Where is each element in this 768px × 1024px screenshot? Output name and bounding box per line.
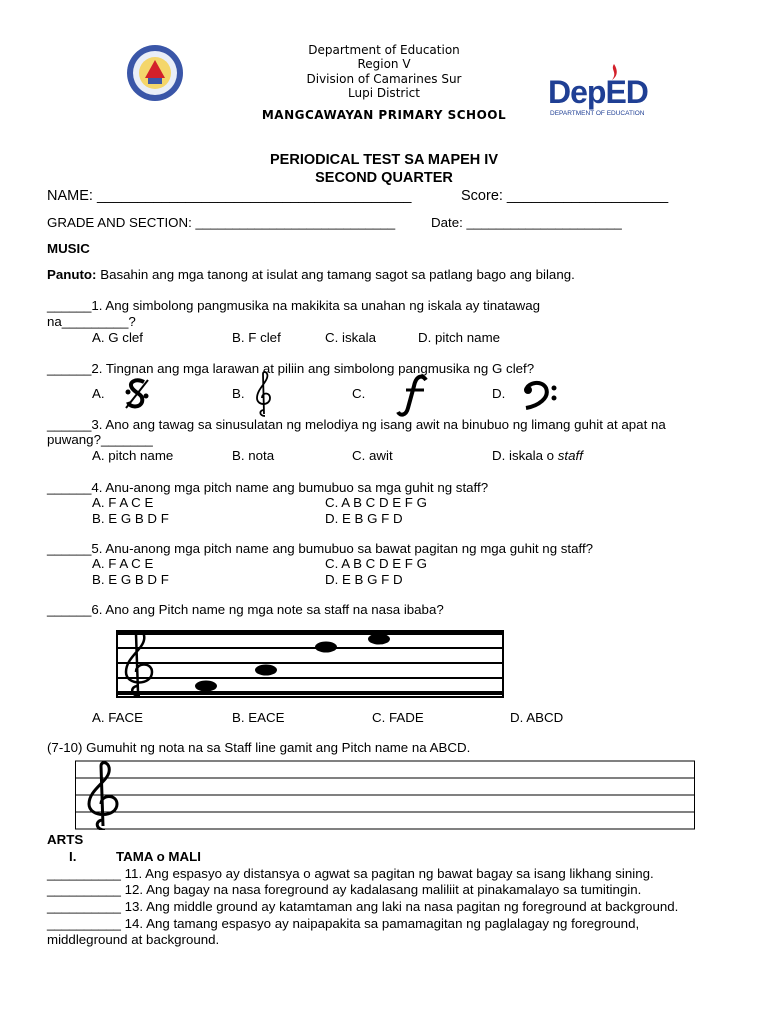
treble-clef-icon [89, 763, 117, 830]
question-13: __________ 13. Ang middle ground ay katamtaman ang laki na nasa pagitan ng foreground at background. [47, 899, 679, 914]
question-11: __________ 11. Ang espasyo ay distansya o agwat sa pagitan ng bawat bagay sa isang likhang sining. [47, 866, 654, 881]
q2-choice-d: D. [492, 386, 506, 401]
q1-choice-b: B. F clef [232, 330, 281, 345]
deped-seal-icon [126, 44, 184, 102]
header-district: Lupi District [348, 86, 420, 100]
q5-choice-a: A. F A C E [92, 556, 154, 571]
school-name: MANGCAWAYAN PRIMARY SCHOOL [261, 108, 507, 122]
note-2 [255, 665, 277, 676]
q4-choice-b: B. E G B D F [92, 511, 169, 526]
forte-icon [396, 374, 436, 418]
segno-icon [122, 376, 152, 412]
deped-logo-subtitle: DEPARTMENT OF EDUCATION [550, 110, 645, 117]
q6-choice-b: B. EACE [232, 710, 285, 725]
question-14-continued: middleground at background. [47, 932, 220, 947]
deped-logo [548, 62, 662, 122]
q5-choice-c: C. A B C D E F G [325, 556, 427, 571]
q6-choice-d: D. ABCD [510, 710, 564, 725]
note-1 [195, 681, 217, 692]
name-field[interactable]: NAME: _______________________________________ [47, 188, 412, 204]
q7-10-answer-staff[interactable] [75, 760, 695, 830]
q5-choice-d: D. E B G F D [325, 572, 403, 587]
q6-choice-a: A. FACE [92, 710, 143, 725]
header-region: Region V [357, 57, 411, 71]
header-division: Division of Camarines Sur [306, 72, 462, 86]
q2-choice-c: C. [352, 386, 366, 401]
q4-choice-c: C. A B C D E F G [325, 495, 427, 510]
header-department: Department of Education [308, 43, 460, 57]
date-field[interactable]: Date: _____________________ [431, 215, 622, 230]
deped-logo-text: DepED [548, 74, 648, 110]
question-4: ______4. Anu-anong mga pitch name ang bumubuo sa mga guhit ng staff? [47, 480, 489, 495]
q5-choice-b: B. E G B D F [92, 572, 169, 587]
grade-section-field[interactable]: GRADE AND SECTION: ___________________________ [47, 215, 396, 230]
question-14: __________ 14. Ang tamang espasyo ay naipapakita sa pamamagitan ng paglalagay ng foreground, [47, 916, 640, 931]
question-3-blank: puwang?_______ [47, 432, 153, 447]
music-heading: MUSIC [47, 241, 90, 256]
note-4 [368, 634, 390, 645]
arts-section-title: TAMA o MALI [116, 849, 201, 864]
q1-choice-c: C. iskala [325, 330, 376, 345]
q6-staff-with-notes [116, 630, 504, 698]
test-title: PERIODICAL TEST SA MAPEH IV [270, 152, 498, 168]
q3-choice-d: D. iskala o staff [492, 448, 583, 463]
question-2: ______2. Tingnan ang mga larawan at piliin ang simbolong pangmusika ng G clef? [47, 361, 535, 376]
question-12: __________ 12. Ang bagay na nasa foreground ay kadalasang maliliit at pinakamalayo sa tumitingin. [47, 882, 642, 897]
q3-choice-b: B. nota [232, 448, 275, 463]
q4-choice-a: A. F A C E [92, 495, 154, 510]
question-3: ______3. Ano ang tawag sa sinusulatan ng melodiya ng isang awit na binubuo ng limang guhit at apat na [47, 417, 666, 432]
f-clef-icon [522, 380, 562, 410]
arts-section-number: I. [69, 849, 77, 864]
question-1: ______1. Ang simbolong pangmusika na makikita sa unahan ng iskala ay tinatawag [47, 298, 541, 313]
q2-choice-a: A. [92, 386, 105, 401]
q6-choice-c: C. FADE [372, 710, 424, 725]
question-1-blank: na_________? [47, 314, 136, 329]
q4-choice-d: D. E B G F D [325, 511, 403, 526]
question-6: ______6. Ano ang Pitch name ng mga note sa staff na nasa ibaba? [47, 602, 444, 617]
arts-heading: ARTS [47, 832, 84, 847]
test-subtitle: SECOND QUARTER [315, 170, 453, 186]
q1-choice-a: A. G clef [92, 330, 143, 345]
score-field[interactable]: Score: ____________________ [461, 188, 669, 204]
instructions: Panuto: Basahin ang mga tanong at isulat ang tamang sagot sa patlang bago ang bilang. [47, 267, 575, 282]
g-clef-icon [254, 370, 274, 418]
q1-choice-d: D. pitch name [418, 330, 501, 345]
q3-choice-c: C. awit [352, 448, 393, 463]
question-7-10: (7-10) Gumuhit ng nota na sa Staff line gamit ang Pitch name na ABCD. [47, 740, 471, 755]
question-5: ______5. Anu-anong mga pitch name ang bumubuo sa bawat pagitan ng mga guhit ng staff? [47, 541, 594, 556]
q2-choice-b: B. [232, 386, 245, 401]
q3-choice-a: A. pitch name [92, 448, 174, 463]
note-3 [315, 642, 337, 653]
